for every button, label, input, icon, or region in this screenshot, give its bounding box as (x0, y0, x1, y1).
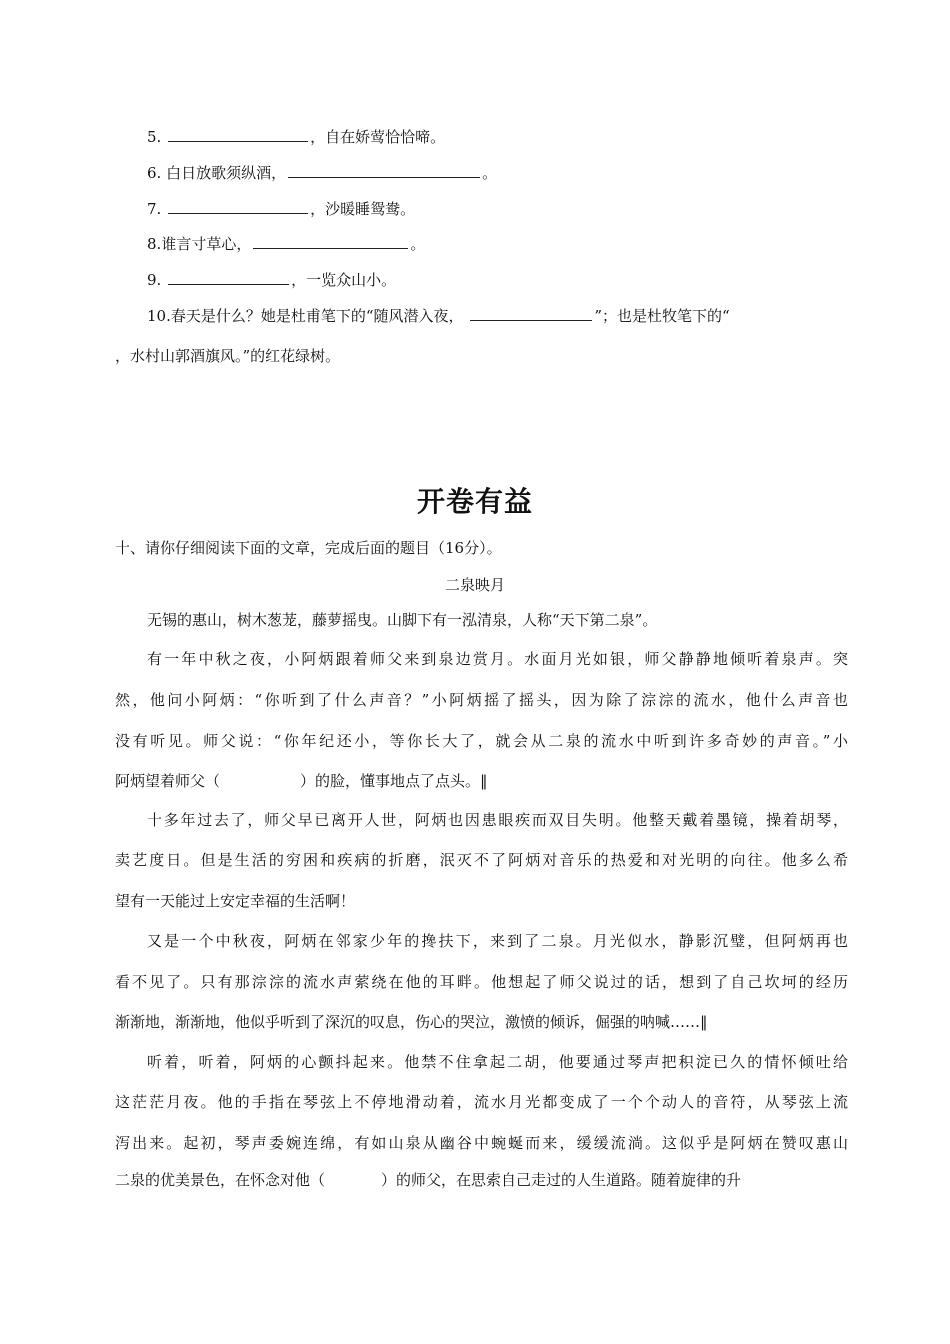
fill-in-10-continued: ，水村山郭酒旗风。”的红花绿树。 (115, 347, 341, 365)
answer-blank[interactable] (288, 163, 480, 178)
fill-in-6 (147, 163, 497, 183)
item-text: 白日放歌须纵酒， (166, 164, 287, 182)
fill-in-5 (147, 127, 445, 147)
item-number: 8. (147, 235, 162, 253)
passage-text: 阿炳望着师父（ (115, 772, 221, 790)
passage-line: 没有听见。师父说：“你年纪还小，等你长大了，就会从二泉的流水中听到许多奇妙的声音。”小 (115, 732, 848, 750)
passage-text: 二泉的优美景色，在怀念对他（ (115, 1171, 326, 1189)
item-number: 7. (147, 200, 162, 218)
item-text: ，一览众山小。 (291, 271, 397, 289)
fill-in-7 (147, 199, 415, 219)
passage-line: 十多年过去了，师父早已离开人世，阿炳也因患眼疾而双目失明。他整天戴着墨镜，操着胡琴， (147, 811, 848, 829)
passage-line: 听着，听着，阿炳的心颤抖起来。他禁不住拿起二胡，他要通过琴声把积淀已久的情怀倾吐给 (147, 1053, 848, 1071)
passage-line: 渐渐地，渐渐地，他似乎听到了深沉的叹息，伤心的哭泣，激愤的倾诉，倔强的呐喊……‖ (115, 1013, 708, 1031)
item-number: 9. (147, 271, 162, 289)
question-heading: 十、请你仔细阅读下面的文章，完成后面的题目（16分）。 (115, 539, 502, 557)
answer-blank[interactable] (168, 270, 289, 285)
answer-blank[interactable] (168, 127, 308, 142)
fill-in-10 (147, 306, 730, 326)
item-text: 。 (410, 235, 426, 253)
section-title: 开卷有益 (416, 485, 533, 518)
answer-blank[interactable] (470, 306, 592, 321)
passage-text: ）的师父，在思索自己走过的人生道路。随着旋律的升 (381, 1171, 742, 1189)
answer-blank[interactable] (253, 234, 408, 249)
item-text: ”；也是杜牧笔下的“ (594, 307, 730, 325)
fill-in-9 (147, 270, 396, 290)
passage-line: 望有一天能过上安定幸福的生活啊！ (115, 892, 356, 910)
passage-line: 泻出来。起初，琴声委婉连绵，有如山泉从幽谷中蜿蜒而来，缓缓流淌。这似乎是阿炳在赞叹惠山 (115, 1134, 848, 1152)
passage-text: ）的脸，懂事地点了点头。‖ (300, 772, 488, 790)
article-title: 二泉映月 (444, 576, 505, 594)
passage-line: 又是一个中秋夜，阿炳在邻家少年的搀扶下，来到了二泉。月光似水，静影沉璧，但阿炳再也 (147, 932, 848, 950)
passage-line: 无锡的惠山，树木葱茏，藤萝摇曳。山脚下有一泓清泉，人称“天下第二泉”。 (147, 611, 658, 629)
passage-line (115, 1170, 741, 1190)
item-number: 5. (147, 128, 162, 146)
item-number: 6. (147, 164, 162, 182)
answer-blank[interactable] (168, 199, 308, 214)
passage-line: 看不见了。只有那淙淙的流水声萦绕在他的耳畔。他想起了师父说过的话，想到了自己坎坷的经历 (115, 973, 848, 991)
item-text: 。 (482, 164, 498, 182)
item-text: 谁言寸草心， (161, 235, 252, 253)
item-text: ，沙暖睡鸳鸯。 (310, 200, 416, 218)
passage-line: 然，他问小阿炳：“你听到了什么声音？”小阿炳摇了摇头，因为除了淙淙的流水，他什么声音也 (115, 691, 848, 709)
passage-line: 卖艺度日。但是生活的穷困和疾病的折磨，泯灭不了阿炳对音乐的热爱和对光明的向往。他多么希 (115, 851, 848, 869)
item-text: 10.春天是什么？她是杜甫笔下的“随风潜入夜， (147, 307, 464, 325)
passage-line (115, 771, 488, 791)
passage-line: 有一年中秋之夜，小阿炳跟着师父来到泉边赏月。水面月光如银，师父静静地倾听着泉声。突 (147, 650, 848, 668)
fill-in-8 (147, 234, 425, 254)
item-text: ，自在娇莺恰恰啼。 (310, 128, 446, 146)
passage-line: 这茫茫月夜。他的手指在琴弦上不停地滑动着，流水月光都变成了一个个动人的音符，从琴弦上流 (115, 1093, 848, 1111)
